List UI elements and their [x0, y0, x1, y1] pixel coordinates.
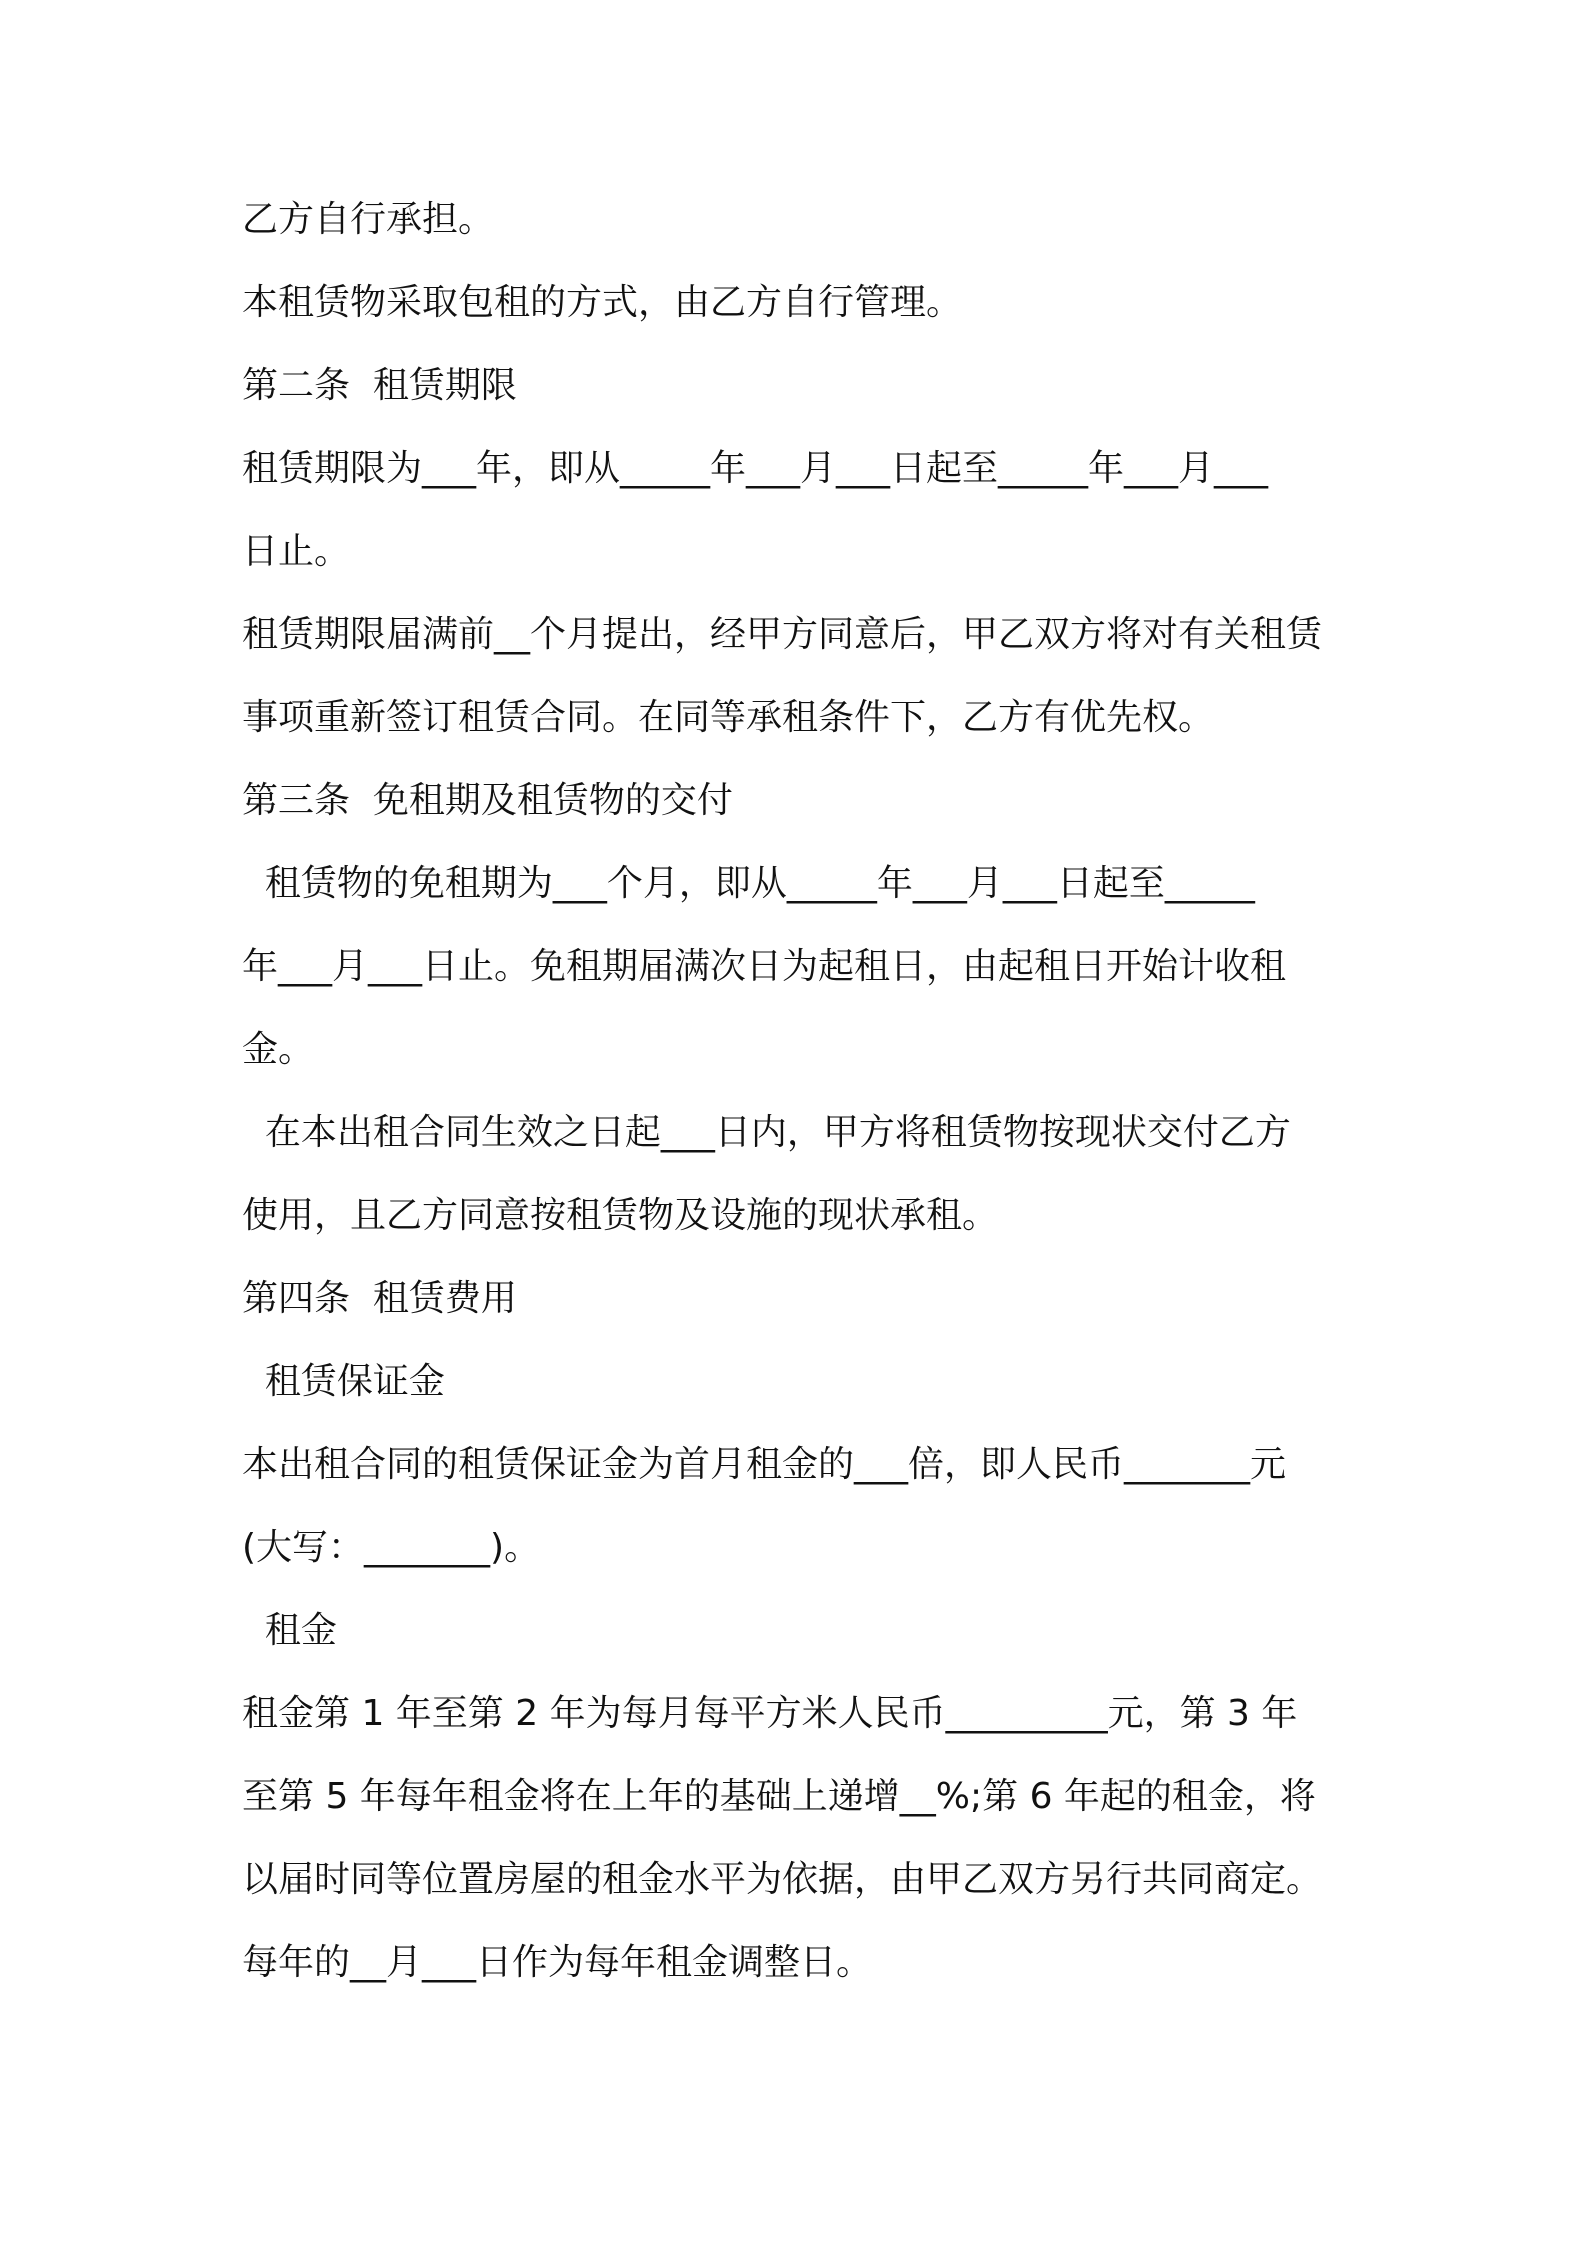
paragraph-line: 以届时同等位置房屋的租金水平为依据，由甲乙双方另行共同商定。 [242, 1859, 1323, 1900]
paragraph-line: 租赁物的免租期为___个月，即从_____年___月___日起至_____ [242, 863, 1255, 904]
paragraph-line: 事项重新签订租赁合同。在同等承租条件下，乙方有优先权。 [242, 697, 1215, 738]
paragraph-line: 租金第 1 年至第 2 年为每月每平方米人民币_________元，第 3 年 [242, 1693, 1298, 1734]
paragraph-line: 租赁期限为___年，即从_____年___月___日起至_____年___月___ [242, 448, 1269, 489]
paragraph-line: 在本出租合同生效之日起___日内，甲方将租赁物按现状交付乙方 [242, 1112, 1291, 1153]
paragraph-line: 至第 5 年每年租金将在上年的基础上递增__%;第 6 年起的租金，将 [242, 1776, 1316, 1817]
article-heading: 第四条 租赁费用 [242, 1278, 517, 1319]
paragraph-line: (大写：_______)。 [242, 1527, 541, 1568]
paragraph-line: 金。 [242, 1029, 315, 1070]
article-heading: 第三条 免租期及租赁物的交付 [242, 780, 733, 821]
article-heading: 第二条 租赁期限 [242, 365, 517, 406]
paragraph-line: 租赁期限届满前__个月提出，经甲方同意后，甲乙双方将对有关租赁 [242, 614, 1323, 655]
paragraph-line: 年___月___日止。免租期届满次日为起租日，由起租日开始计收租 [242, 946, 1287, 987]
paragraph-line: 每年的__月___日作为每年租金调整日。 [242, 1942, 873, 1983]
paragraph-line: 本租赁物采取包租的方式，由乙方自行管理。 [242, 282, 963, 323]
paragraph-line: 日止。 [242, 531, 351, 572]
paragraph-line: 乙方自行承担。 [242, 199, 495, 240]
paragraph-line: 本出租合同的租赁保证金为首月租金的___倍，即人民币_______元 [242, 1444, 1287, 1485]
paragraph-line: 使用，且乙方同意按租赁物及设施的现状承租。 [242, 1195, 999, 1236]
subsection-title: 租赁保证金 [242, 1361, 445, 1402]
subsection-title: 租金 [242, 1610, 337, 1651]
